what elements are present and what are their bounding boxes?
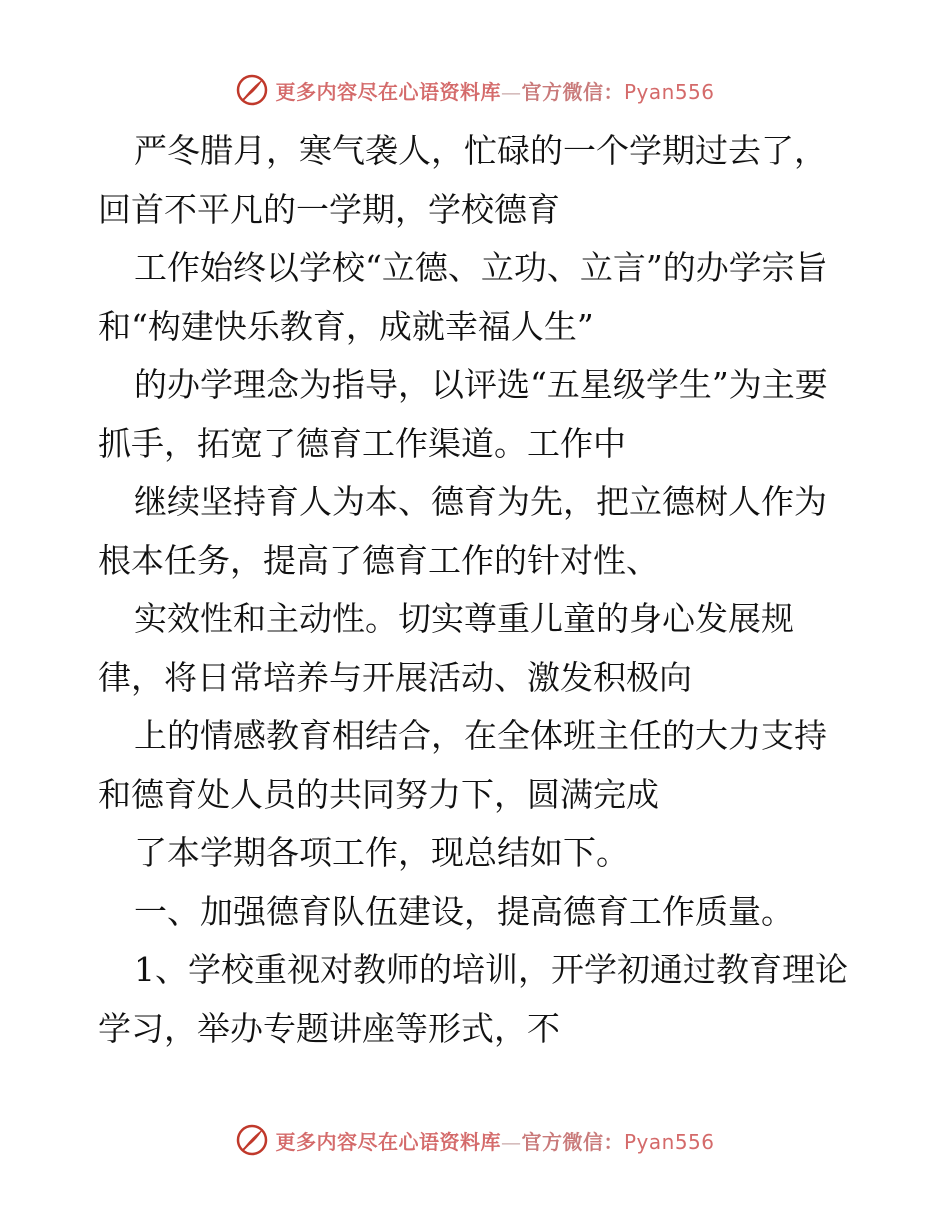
watermark-wechat-label: 官方微信：	[521, 79, 624, 104]
paragraph: 1、学校重视对教师的培训，开学初通过教育理论学习，举办专题讲座等形式，不	[98, 950, 848, 1048]
paragraph: 的办学理念为指导，以评选“五星级学生”为主要抓手，拓宽了德育工作渠道。工作中	[98, 365, 828, 463]
paragraph: 继续坚持育人为本、德育为先，把立德树人作为根本任务，提高了德育工作的针对性、	[98, 482, 827, 580]
paragraph: 上的情感教育相结合，在全体班主任的大力支持和德育处人员的共同努力下，圆满完成	[98, 716, 827, 814]
paragraph: 工作始终以学校“立德、立功、立言”的办学宗旨和“构建快乐教育，成就幸福人生”	[98, 248, 828, 346]
document-body	[98, 122, 858, 1058]
watermark-dash: —	[500, 1129, 522, 1154]
watermark-site-text: 更多内容尽在心语资料库	[275, 79, 501, 104]
watermark-wechat-id: Pyan556	[623, 79, 715, 104]
paragraph: 实效性和主动性。切实尊重儿童的身心发展规律，将日常培养与开展活动、激发积极向	[98, 599, 794, 697]
footer-watermark	[0, 1120, 950, 1160]
paragraph: 严冬腊月，寒气袭人，忙碌的一个学期过去了，回首不平凡的一学期，学校德育	[98, 131, 827, 229]
watermark-wechat-id: Pyan556	[623, 1129, 715, 1154]
watermark-site-text: 更多内容尽在心语资料库	[275, 1129, 501, 1154]
paragraph: 了本学期各项工作，现总结如下。	[134, 833, 629, 872]
header-watermark	[0, 70, 950, 110]
watermark-wechat-label: 官方微信：	[521, 1129, 624, 1154]
feather-pen-logo-icon	[235, 73, 269, 107]
feather-pen-logo-icon	[235, 1123, 269, 1157]
watermark-dash: —	[500, 79, 522, 104]
section-heading: 一、加强德育队伍建设，提高德育工作质量。	[134, 891, 794, 931]
